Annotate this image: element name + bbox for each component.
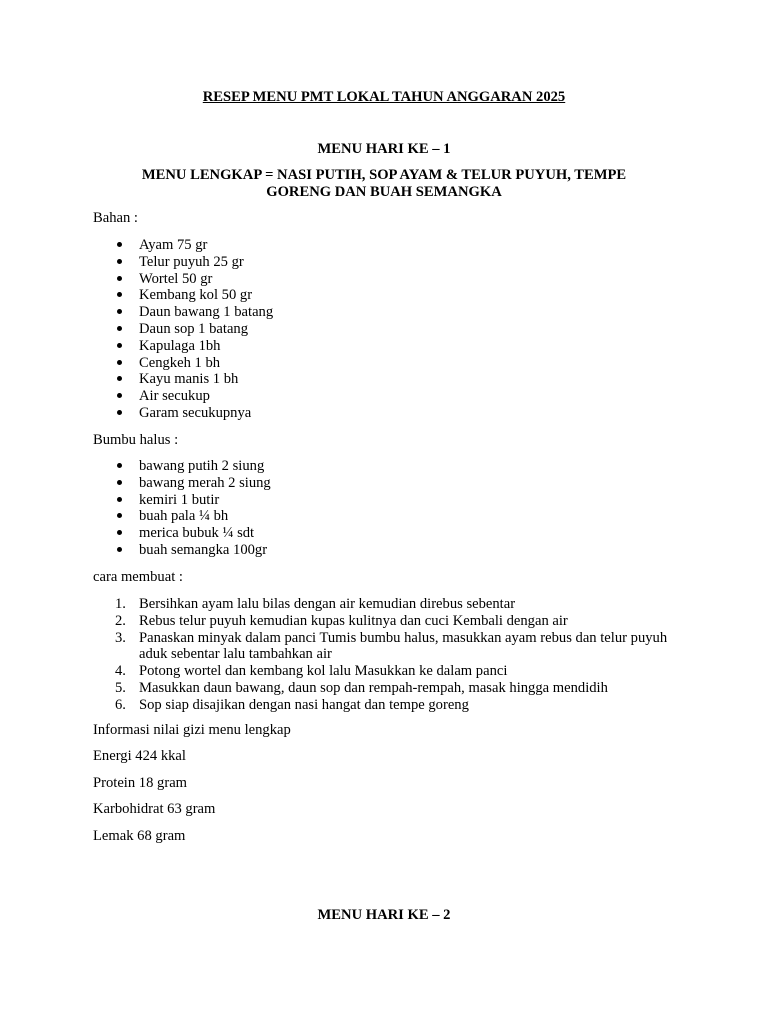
list-item [115, 697, 675, 714]
list-item: bawang putih 2 siung [115, 458, 675, 475]
list-item: buah semangka 100gr [115, 542, 675, 559]
list-item [115, 680, 675, 697]
list-item: bawang merah 2 siung [115, 475, 675, 492]
step-text: Potong wortel dan kembang kol lalu Masukkan ke dalam panci [139, 663, 508, 680]
list-item: Cengkeh 1 bh [115, 355, 675, 372]
list-item: Daun sop 1 batang [115, 321, 675, 338]
gizi-karbohidrat: Karbohidrat 63 gram [93, 801, 216, 817]
gizi-protein: Protein 18 gram [93, 775, 188, 791]
step-number: 1. [115, 596, 126, 612]
menu-title-line-2: GORENG DAN BUAH SEMANGKA [266, 183, 502, 200]
bumbu-label: Bumbu halus : [93, 432, 179, 448]
list-item [115, 613, 675, 630]
gizi-label: Informasi nilai gizi menu lengkap [93, 722, 291, 738]
step-text: Sop siap disajikan dengan nasi hangat dan tempe goreng [139, 696, 469, 713]
list-item [115, 596, 675, 613]
step-number: 3. [115, 629, 126, 646]
step-text: Bersihkan ayam lalu bilas dengan air kemudian direbus sebentar [139, 596, 516, 612]
list-item: Wortel 50 gr [115, 271, 675, 288]
bahan-label: Bahan : [93, 210, 138, 226]
step-text: Rebus telur puyuh kemudian kupas kulitnya dan cuci Kembali dengan air [139, 612, 568, 629]
list-item [115, 630, 675, 664]
gizi-lemak: Lemak 68 gram [93, 828, 186, 844]
step-number: 6. [115, 696, 126, 713]
bumbu-list [115, 458, 675, 559]
gizi-energi: Energi 424 kkal [93, 748, 186, 764]
menu-title-line-1: MENU LENGKAP = NASI PUTIH, SOP AYAM & TELUR PUYUH, TEMPE [141, 167, 627, 183]
list-item: Telur puyuh 25 gr [115, 254, 675, 271]
day2-heading: MENU HARI KE – 2 [317, 907, 451, 923]
document-title: RESEP MENU PMT LOKAL TAHUN ANGGARAN 2025 [202, 89, 566, 105]
day1-heading: MENU HARI KE – 1 [317, 141, 451, 157]
step-text: Masukkan daun bawang, daun sop dan rempah-rempah, masak hingga mendidih [139, 679, 608, 696]
step-number: 5. [115, 679, 126, 696]
day1-menu-title [110, 167, 658, 201]
step-number: 2. [115, 612, 126, 629]
cara-list [115, 596, 675, 714]
step-text: Panaskan minyak dalam panci Tumis bumbu halus, masukkan ayam rebus dan telur puyuh aduk sebentar lalu tambahkan air [139, 629, 668, 663]
list-item: Kayu manis 1 bh [115, 371, 675, 388]
list-item: Air secukup [115, 388, 675, 405]
list-item: Kapulaga 1bh [115, 338, 675, 355]
cara-label: cara membuat : [93, 569, 183, 585]
list-item: merica bubuk ¼ sdt [115, 525, 675, 542]
list-item: Daun bawang 1 batang [115, 304, 675, 321]
step-number: 4. [115, 663, 126, 680]
list-item: kemiri 1 butir [115, 492, 675, 509]
list-item: buah pala ¼ bh [115, 508, 675, 525]
list-item: Kembang kol 50 gr [115, 287, 675, 304]
list-item: Ayam 75 gr [115, 237, 675, 254]
list-item [115, 663, 675, 680]
list-item: Garam secukupnya [115, 405, 675, 422]
bahan-list [115, 237, 675, 422]
